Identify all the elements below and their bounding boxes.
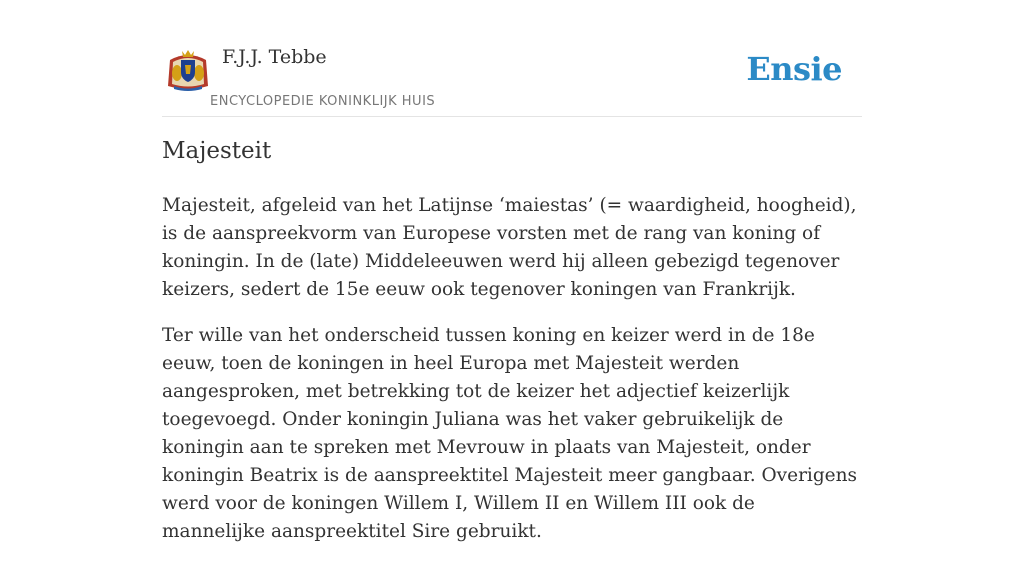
header: [162, 0, 862, 117]
coat-of-arms-icon[interactable]: [166, 46, 210, 92]
encyclopedia-subtitle[interactable]: ENCYCLOPEDIE KONINKLIJK HUIS: [210, 94, 436, 109]
brand-logo[interactable]: Ensie: [746, 50, 842, 88]
author-name[interactable]: F.J.J. Tebbe: [222, 46, 327, 68]
page-title: Majesteit: [162, 138, 272, 164]
paragraph: Majesteit, afgeleid van het Latijnse ‘maiestas’ (= waardigheid, hoogheid), is de aanspreekvorm van Europese vorsten met de rang van koning of koningin. In de (late) Middeleeuwen werd hij alleen gebezigd tegenover keizers, sedert de 15e eeuw ook tegenover koningen van Frankrijk.: [162, 195, 857, 300]
page: [162, 0, 862, 542]
paragraph: Ter wille van het onderscheid tussen koning en keizer werd in de 18e eeuw, toen de koningen in heel Europa met Majesteit werden aangesproken, met betrekking tot de keizer het adjectief keizerlijk toegevoegd. Onder koningin Juliana was het vaker gebruikelijk de koningin aan te spreken met Mevrouw in plaats van Majesteit, onder koningin Beatrix is de aanspreektitel Majesteit meer gangbaar. Overigens werd voor de koningen Willem I, Willem II en Willem III ook de mannelijke aanspreektitel Sire gebruikt.: [162, 325, 858, 542]
article-body: [162, 192, 862, 564]
